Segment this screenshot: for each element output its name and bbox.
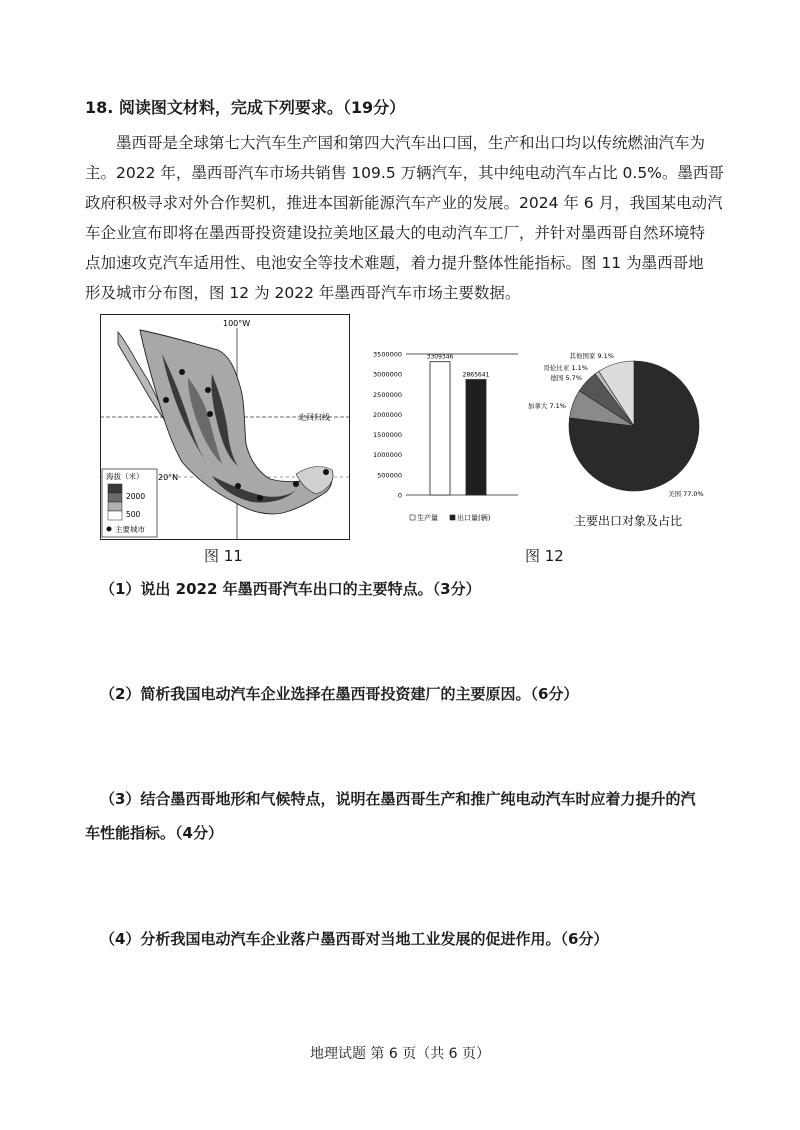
material-line: 点加速攻克汽车适用性、电池安全等技术难题，着力提升整体性能指标。图 11 为墨西哥地: [85, 254, 704, 272]
city-marker: [205, 387, 211, 393]
material-paragraph: [85, 128, 725, 308]
material-line: 政府积极寻求对外合作契机，推进本国新能源汽车产业的发展。2024 年 6 月，我国某电动汽: [85, 194, 723, 212]
pie-title: 主要出口对象及占比: [573, 514, 683, 528]
y-tick-label: 2500000: [373, 390, 402, 399]
slice-label: 美国 77.0%: [668, 490, 704, 498]
city-marker: [235, 483, 241, 489]
legend-city-label: 主要城市: [115, 525, 145, 534]
page-footer: 地理试题 第 6 页（共 6 页）: [309, 1046, 491, 1062]
material-line: 车企业宣布即将在墨西哥投资建设拉美地区最大的电动汽车工厂，并针对墨西哥自然环境特: [85, 224, 706, 242]
figure-11-caption: 图 11: [204, 547, 243, 565]
city-marker: [323, 469, 329, 475]
city-marker: [293, 481, 299, 487]
question-title: 18. 阅读图文材料，完成下列要求。（19分）: [85, 98, 406, 117]
slice-label: 哥伦比亚 1.1%: [543, 364, 588, 372]
mexico-map: [100, 314, 350, 540]
legend-label: 生产量: [417, 514, 438, 522]
bar: [430, 362, 450, 495]
y-tick-label: 500000: [377, 471, 402, 480]
legend-label: 出口量(辆): [457, 514, 491, 522]
export-destination-pie-chart: [518, 344, 750, 534]
bar-value-label: 2865641: [462, 371, 490, 379]
y-tick-label: 0: [397, 491, 402, 500]
city-marker: [207, 411, 213, 417]
city-marker: [179, 369, 185, 375]
slice-label: 加拿大 7.1%: [527, 402, 566, 410]
material-line: 墨西哥是全球第七大汽车生产国和第四大汽车出口国，生产和出口均以传统燃油汽车为: [116, 134, 706, 152]
y-tick-label: 1500000: [373, 431, 402, 440]
meridian-label: 100°W: [223, 319, 251, 328]
tropic-label: 北回归线: [298, 413, 330, 422]
legend-title: 海拔（米）: [106, 472, 144, 481]
bar-value-label: 3309346: [426, 353, 454, 361]
material-line: 主。2022 年，墨西哥汽车市场共销售 109.5 万辆汽车，其中纯电动汽车占比 0.5%。墨西哥: [85, 164, 724, 182]
y-tick-label: 3000000: [373, 370, 402, 379]
legend-level: 500: [126, 510, 141, 519]
y-tick-label: 2000000: [373, 410, 402, 419]
legend-city-icon: [107, 527, 112, 532]
subquestion-3-cont: 车性能指标。（4分）: [85, 824, 223, 842]
legend-swatch: [450, 515, 455, 520]
figure-12-caption: 图 12: [525, 547, 564, 565]
city-marker: [257, 495, 263, 501]
lat-label: 20°N: [158, 473, 179, 482]
map-legend: [102, 469, 157, 537]
legend-swatch: [410, 515, 415, 520]
subquestion-1: （1）说出 2022 年墨西哥汽车出口的主要特点。（3分）: [100, 580, 481, 598]
bar: [466, 380, 486, 495]
subquestion-4: （4）分析我国电动汽车企业落户墨西哥对当地工业发展的促进作用。（6分）: [100, 930, 609, 948]
material-line: 形及城市分布图，图 12 为 2022 年墨西哥汽车市场主要数据。: [85, 284, 521, 302]
production-export-bar-chart: [358, 340, 528, 535]
y-tick-label: 1000000: [373, 451, 402, 460]
subquestion-3: （3）结合墨西哥地形和气候特点，说明在墨西哥生产和推广纯电动汽车时应着力提升的汽: [100, 790, 696, 808]
y-tick-label: 3500000: [373, 350, 402, 359]
subquestion-2: （2）简析我国电动汽车企业选择在墨西哥投资建厂的主要原因。（6分）: [100, 685, 579, 703]
slice-label: 德国 5.7%: [550, 374, 582, 382]
slice-label: 其他国家 9.1%: [569, 352, 614, 360]
city-marker: [163, 397, 169, 403]
legend-level: 2000: [126, 492, 146, 501]
